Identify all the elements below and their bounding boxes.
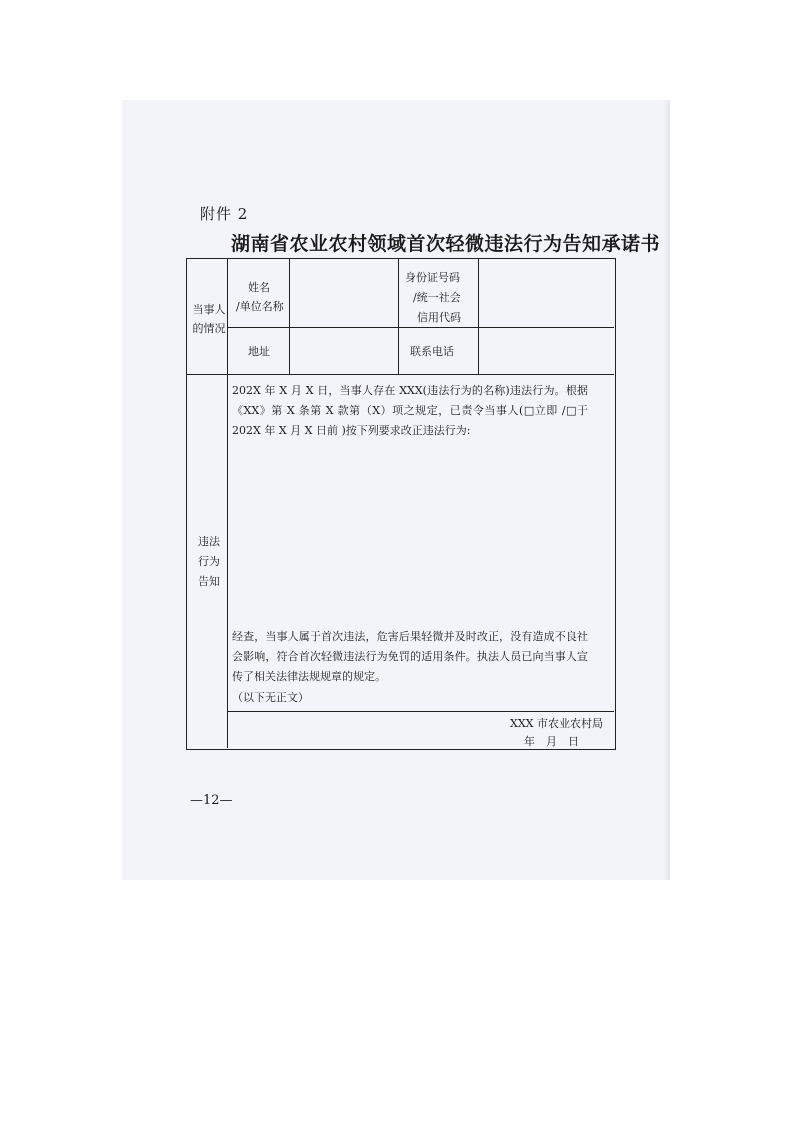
address-field[interactable] — [291, 330, 396, 370]
table-divider — [289, 258, 290, 374]
closing-note: （以下无正文） — [232, 691, 309, 704]
name-label: 姓名 /单位名称 — [236, 281, 284, 313]
annex-label: 附件 2 — [200, 205, 249, 223]
rectification-requirements-area[interactable] — [232, 445, 608, 615]
id-code-label: 身份证号码 /统一社会 信用代码 — [405, 271, 461, 324]
violation-notice-paragraph: 202X 年 X 月 X 日，当事人存在 XXX(违法行为的名称)违法行为。根据《XX》第 X 条第 X 款第（X）项之规定，已责令当事人(□立即 /□于 202X 年 X 月 X 日前 )按下列要求改正违法行为: — [232, 384, 588, 437]
id-code-field[interactable] — [481, 262, 611, 324]
table-divider — [398, 258, 399, 374]
table-divider — [227, 711, 614, 712]
notice-section-label: 违法 行为 告知 — [198, 535, 220, 588]
table-divider — [478, 258, 479, 374]
exemption-paragraph: 经查，当事人属于首次违法，危害后果轻微并及时改正，没有造成不良社会影响，符合首次轻微违法行为免罚的适用条件。执法人员已向当事人宣传了相关法律法规规章的规定。 — [232, 630, 588, 683]
signature-org: XXX 市农业农村局 — [510, 717, 603, 730]
name-field[interactable] — [291, 262, 396, 324]
phone-label: 联系电话 — [410, 345, 454, 358]
address-label: 地址 — [248, 345, 270, 358]
phone-field[interactable] — [481, 330, 611, 370]
table-divider — [186, 374, 614, 375]
document-title: 湖南省农业农村领域首次轻微违法行为告知承诺书 — [231, 233, 661, 255]
signature-date: 年 月 日 — [524, 735, 579, 748]
party-section-label: 当事人 的情况 — [192, 303, 226, 335]
page-number: —12— — [190, 793, 233, 808]
table-divider — [227, 258, 228, 748]
